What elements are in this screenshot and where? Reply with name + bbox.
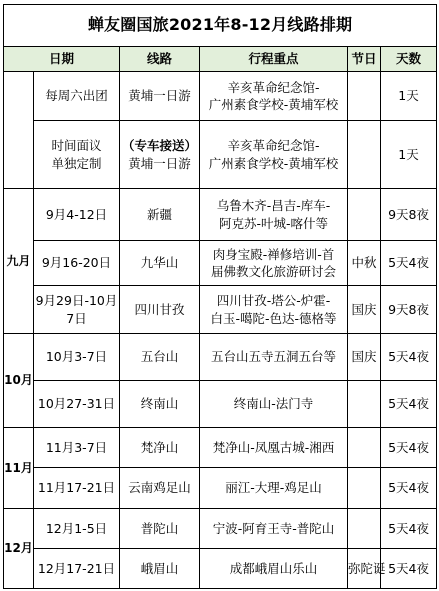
table-row	[4, 121, 437, 189]
date-line: 单独定制	[51, 155, 102, 171]
route-cell	[120, 121, 200, 189]
date-line: 11月17-21日	[37, 480, 116, 496]
festival-cell	[348, 468, 381, 509]
festival-cell	[348, 381, 381, 428]
month-cell-empty	[4, 72, 34, 189]
route-cell	[120, 428, 200, 468]
days-cell: 5天4夜	[381, 334, 437, 381]
table-row	[4, 241, 437, 286]
route-cell	[120, 334, 200, 381]
itinerary-cell	[200, 468, 348, 509]
route-line: 黄埔一日游	[128, 88, 191, 104]
itinerary-line: 届佛教文化旅游研讨会	[210, 264, 336, 279]
date-cell	[34, 241, 120, 286]
route-line: 梵净山	[140, 439, 179, 455]
route-cell	[120, 241, 200, 286]
table-row	[4, 468, 437, 509]
itinerary-cell	[200, 286, 348, 334]
schedule-table	[3, 4, 437, 589]
days-cell: 5天4夜	[381, 428, 437, 468]
days-cell: 1天	[381, 72, 437, 121]
header-row	[4, 47, 437, 72]
itinerary-line: 乌鲁木齐-昌吉-库车-	[216, 198, 331, 214]
date-line: 每周六出团	[45, 88, 108, 104]
date-cell	[34, 121, 120, 189]
itinerary-cell	[200, 72, 348, 121]
itinerary-cell	[200, 121, 348, 189]
festival-cell: 国庆	[348, 286, 381, 334]
date-cell	[34, 381, 120, 428]
table-row	[4, 334, 437, 381]
date-cell	[34, 189, 120, 241]
days-cell: 5天4夜	[381, 381, 437, 428]
route-cell	[120, 549, 200, 589]
date-cell	[34, 509, 120, 549]
header-date: 日期	[4, 47, 120, 72]
date-cell	[34, 549, 120, 589]
route-cell	[120, 381, 200, 428]
route-line: 五台山	[140, 349, 179, 365]
route-cell	[120, 286, 200, 334]
month-cell: 10月	[4, 334, 34, 428]
date-line: 11月3-7日	[45, 439, 108, 455]
route-line: （专车接送）	[121, 138, 197, 154]
header-itinerary: 行程重点	[200, 47, 348, 72]
itinerary-line: 阿克苏-叶城-喀什等	[218, 215, 329, 231]
table-row	[4, 189, 437, 241]
festival-cell	[348, 121, 381, 189]
itinerary-cell	[200, 189, 348, 241]
title-row	[4, 5, 437, 47]
date-line: 9月29日-10月	[35, 293, 118, 309]
route-line: 九华山	[140, 255, 179, 271]
itinerary-line: 终南山-法门寺	[233, 396, 314, 412]
table-row	[4, 428, 437, 468]
itinerary-line: 肉身宝殿-禅修培训-首	[212, 246, 335, 262]
days-cell: 5天4夜	[381, 241, 437, 286]
date-line: 10月3-7日	[45, 349, 108, 365]
festival-cell: 中秋	[348, 241, 381, 286]
days-cell: 5天4夜	[381, 468, 437, 509]
date-cell	[34, 286, 120, 334]
itinerary-line: 成都峨眉山乐山	[229, 560, 318, 576]
date-line: 10月27-31日	[37, 396, 116, 412]
route-line: 峨眉山	[140, 560, 179, 576]
table-row	[4, 509, 437, 549]
itinerary-line: 四川甘孜-塔公-炉霍-	[216, 293, 331, 309]
table-row	[4, 549, 437, 589]
itinerary-line: 广州素食学校-黄埔军校	[208, 97, 339, 112]
route-line: 四川甘孜	[134, 301, 185, 317]
itinerary-line: 五台山五寺五洞五台等	[210, 349, 336, 365]
route-cell	[120, 468, 200, 509]
date-cell	[34, 72, 120, 121]
festival-cell	[348, 189, 381, 241]
itinerary-cell	[200, 334, 348, 381]
itinerary-line: 广州素食学校-黄埔军校	[208, 155, 339, 171]
festival-cell: 弥陀诞	[348, 549, 381, 589]
header-days: 天数	[381, 47, 437, 72]
festival-cell	[348, 428, 381, 468]
days-cell: 1天	[381, 121, 437, 189]
itinerary-line: 辛亥革命纪念馆-	[227, 138, 320, 154]
festival-cell	[348, 72, 381, 121]
itinerary-line: 宁波-阿育王寺-普陀山	[212, 520, 335, 536]
date-line: 12月1-5日	[45, 520, 108, 536]
route-line: 云南鸡足山	[128, 480, 191, 496]
table-row	[4, 381, 437, 428]
itinerary-cell	[200, 509, 348, 549]
itinerary-line: 白玉-噶陀-色达-德格等	[210, 310, 337, 326]
date-line: 时间面议	[51, 138, 102, 154]
itinerary-cell	[200, 381, 348, 428]
date-line: 9月16-20日	[41, 255, 112, 271]
days-cell: 9天8夜	[381, 189, 437, 241]
itinerary-cell	[200, 241, 348, 286]
date-line: 12月17-21日	[37, 560, 116, 576]
date-cell	[34, 468, 120, 509]
route-cell	[120, 189, 200, 241]
month-cell: 11月	[4, 428, 34, 509]
month-cell: 九月	[4, 189, 34, 334]
header-route: 线路	[120, 47, 200, 72]
itinerary-cell	[200, 428, 348, 468]
date-line: 7日	[66, 310, 87, 326]
header-festival: 节日	[348, 47, 381, 72]
route-line: 新疆	[146, 206, 172, 222]
route-line: 普陀山	[140, 520, 179, 536]
days-cell: 9天8夜	[381, 286, 437, 334]
days-cell: 5天4夜	[381, 509, 437, 549]
itinerary-line: 梵净山-凤凰古城-湘西	[212, 439, 335, 455]
days-cell: 5天4夜	[381, 549, 437, 589]
table-row	[4, 286, 437, 334]
month-cell: 12月	[4, 509, 34, 589]
festival-cell: 国庆	[348, 334, 381, 381]
route-line: 终南山	[140, 396, 179, 412]
route-cell	[120, 72, 200, 121]
itinerary-line: 辛亥革命纪念馆-	[227, 79, 320, 95]
route-line: 黄埔一日游	[128, 155, 191, 171]
table-row	[4, 72, 437, 121]
date-line: 9月4-12日	[45, 206, 108, 222]
date-cell	[34, 428, 120, 468]
date-cell	[34, 334, 120, 381]
page-title: 蝉友圈国旅2021年8-12月线路排期	[4, 5, 437, 47]
route-cell	[120, 509, 200, 549]
itinerary-cell	[200, 549, 348, 589]
itinerary-line: 丽江-大理-鸡足山	[225, 480, 322, 496]
festival-cell	[348, 509, 381, 549]
